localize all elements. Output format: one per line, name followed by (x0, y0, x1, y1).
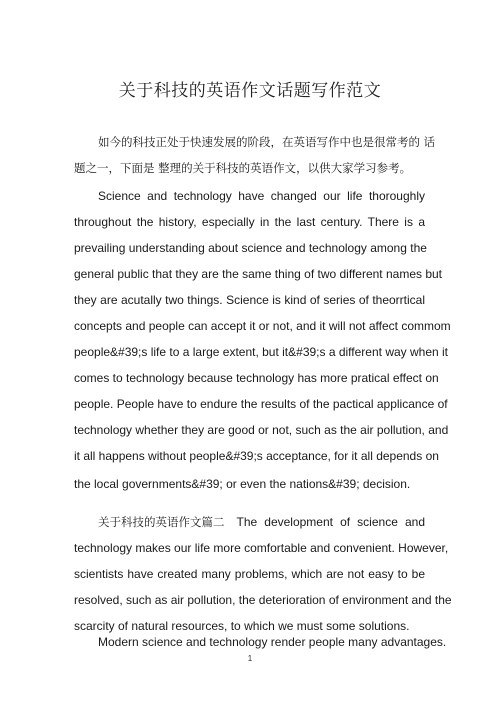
para1-line-1: Science and technology have changed our life thoroughly (98, 189, 425, 203)
para1-line-2: throughout the history, especially in the last century. There is a (74, 215, 425, 229)
intro-line-1: 如今的科技正处于快速发展的阶段，在英语写作中也是很常考的 话 (98, 135, 436, 149)
para1-line-8: comes to technology because technology has more pratical effect on (74, 371, 439, 385)
para2-line-3: scientists have created many problems, which are not easy to be (74, 567, 425, 581)
para3-line-1: Modern science and technology render people many advantages. (98, 635, 447, 649)
para1-line-10: technology whether they are good or not, such as the air pollution, and (74, 423, 449, 437)
para1-line-4: general public that they are the same thing of two different names but (74, 267, 443, 281)
intro-line-2: 题之一，下面是 整理的关于科技的英语作文，以供大家学习参考。 (74, 161, 412, 175)
para1-line-12: the local governments&#39; or even the nations&#39; decision. (74, 477, 411, 491)
para1-line-7: people&#39;s life to a large extent, but it&#39;s a different way when it (74, 345, 449, 359)
page-number: 1 (247, 654, 253, 663)
para2-line-4: resolved, such as air pollution, the deterioration of environment and the (74, 593, 452, 607)
para1-line-6: concepts and people can accept it or not, and it will not affect commom (74, 319, 451, 333)
document-title: 关于科技的英语作文话题写作范文 (118, 81, 382, 101)
para1-line-9: people. People have to endure the results of the pactical applicance of (74, 397, 448, 411)
para1-line-11: it all happens without people&#39;s acceptance, for it all depends on (74, 449, 439, 463)
para1-line-3: prevailing understanding about science and technology among the (74, 241, 427, 255)
para2-line-5: scarcity of natural resources, to which we must some solutions. (74, 619, 410, 633)
para2-lead-text: The development of science and (236, 515, 425, 529)
para2-lead-line (98, 514, 425, 530)
para2-line-2: technology makes our life more comfortable and convenient. However, (74, 541, 449, 555)
para2-heading-cn: 关于科技的英语作文篇二 (98, 515, 225, 529)
para1-line-5: they are acutally two things. Science is kind of series of theorrtical (74, 293, 425, 307)
